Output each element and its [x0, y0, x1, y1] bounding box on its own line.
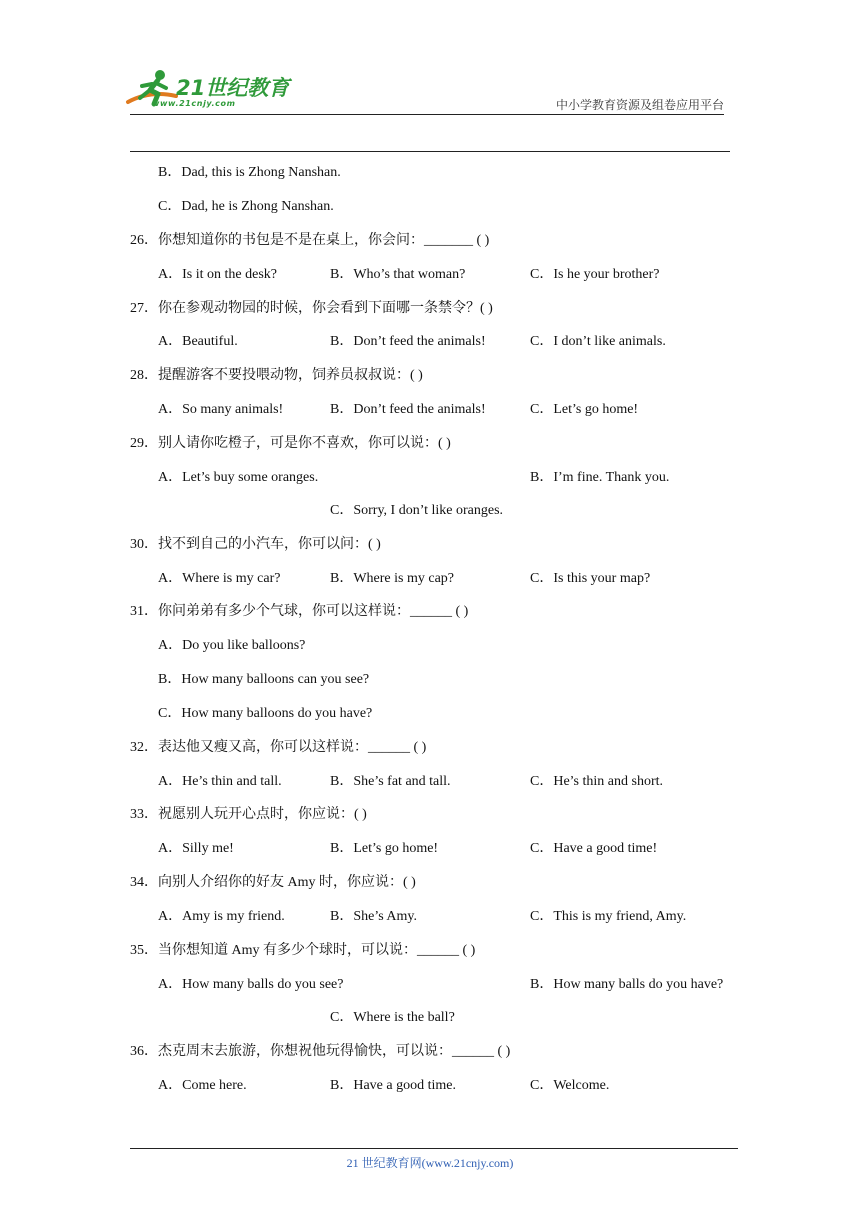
prev-option-c: C．Dad, he is Zhong Nanshan.	[158, 199, 334, 214]
option-b: B．I’m fine. Thank you.	[530, 470, 670, 485]
option-a: A．Silly me!	[158, 841, 234, 856]
option-b: B．Don’t feed the animals!	[330, 334, 486, 349]
footer-divider	[130, 1148, 738, 1149]
option-c: C．This is my friend, Amy.	[530, 909, 687, 924]
option-a: A．Amy is my friend.	[158, 909, 285, 924]
question-text: 35．当你想知道 Amy 有多少个球时，可以说：______ ( )	[130, 943, 476, 958]
question-text: 36．杰克周末去旅游，你想祝他玩得愉快，可以说：______ ( )	[130, 1044, 511, 1059]
page-header	[0, 0, 860, 160]
question-text: 28．提醒游客不要投喂动物，饲养员叔叔说：( )	[130, 368, 423, 383]
option-a: A．Where is my car?	[158, 571, 281, 586]
option-a: A．Beautiful.	[158, 334, 238, 349]
option-c: C．Sorry, I don’t like oranges.	[330, 503, 504, 518]
logo	[124, 66, 294, 116]
option-b: B．Where is my cap?	[330, 571, 455, 586]
logo-text: 21世纪教育	[176, 76, 290, 100]
header-divider	[130, 114, 724, 115]
option-b: B．Have a good time.	[330, 1078, 456, 1093]
option-c: C．Is this your map?	[530, 571, 651, 586]
option-a: A．He’s thin and tall.	[158, 774, 282, 789]
footer-link[interactable]: 21 世纪教育网(www.21cnjy.com)	[346, 1156, 514, 1170]
question-text: 30．找不到自己的小汽车，你可以问：( )	[130, 537, 381, 552]
question-text: 26．你想知道你的书包是不是在桌上，你会问：_______ ( )	[130, 233, 490, 248]
question-text: 31．你问弟弟有多少个气球，你可以这样说：______ ( )	[130, 604, 469, 619]
option-a: A．Let’s buy some oranges.	[158, 470, 319, 485]
option-c: C．Is he your brother?	[530, 267, 660, 282]
option-b: B．Let’s go home!	[330, 841, 439, 856]
option-a: A．So many animals!	[158, 402, 284, 417]
option-c: C．Welcome.	[530, 1078, 610, 1093]
option-a: A．Come here.	[158, 1078, 247, 1093]
option-c: C．Let’s go home!	[530, 402, 639, 417]
question-text: 27．你在参观动物园的时候，你会看到下面哪一条禁令？( )	[130, 301, 493, 316]
option-a: A．How many balls do you see?	[158, 977, 344, 992]
question-text: 33．祝愿别人玩开心点时，你应说：( )	[130, 807, 367, 822]
option-c: C．He’s thin and short.	[530, 774, 663, 789]
question-text: 34．向别人介绍你的好友 Amy 时，你应说：( )	[130, 875, 416, 890]
option-b: B．She’s fat and tall.	[330, 774, 451, 789]
option-a: A．Is it on the desk?	[158, 267, 277, 282]
header-divider-lower	[130, 151, 730, 152]
platform-title: 中小学教育资源及组卷应用平台	[555, 98, 724, 112]
option-b: B．How many balls do you have?	[530, 977, 724, 992]
option-c: C．Where is the ball?	[330, 1010, 455, 1025]
question-text: 32．表达他又瘦又高，你可以这样说：______ ( )	[130, 740, 427, 755]
option-b: B．How many balloons can you see?	[158, 672, 370, 687]
option-b: B．Don’t feed the animals!	[330, 402, 486, 417]
question-text: 29．别人请你吃橙子，可是你不喜欢，你可以说：( )	[130, 436, 451, 451]
option-c: C．How many balloons do you have?	[158, 706, 373, 721]
logo-url: www.21cnjy.com	[152, 99, 236, 108]
prev-option-b: B．Dad, this is Zhong Nanshan.	[158, 165, 341, 180]
option-b: B．Who’s that woman?	[330, 267, 466, 282]
option-b: B．She’s Amy.	[330, 909, 417, 924]
option-c: C．I don’t like animals.	[530, 334, 666, 349]
option-a: A．Do you like balloons?	[158, 638, 306, 653]
option-c: C．Have a good time!	[530, 841, 658, 856]
